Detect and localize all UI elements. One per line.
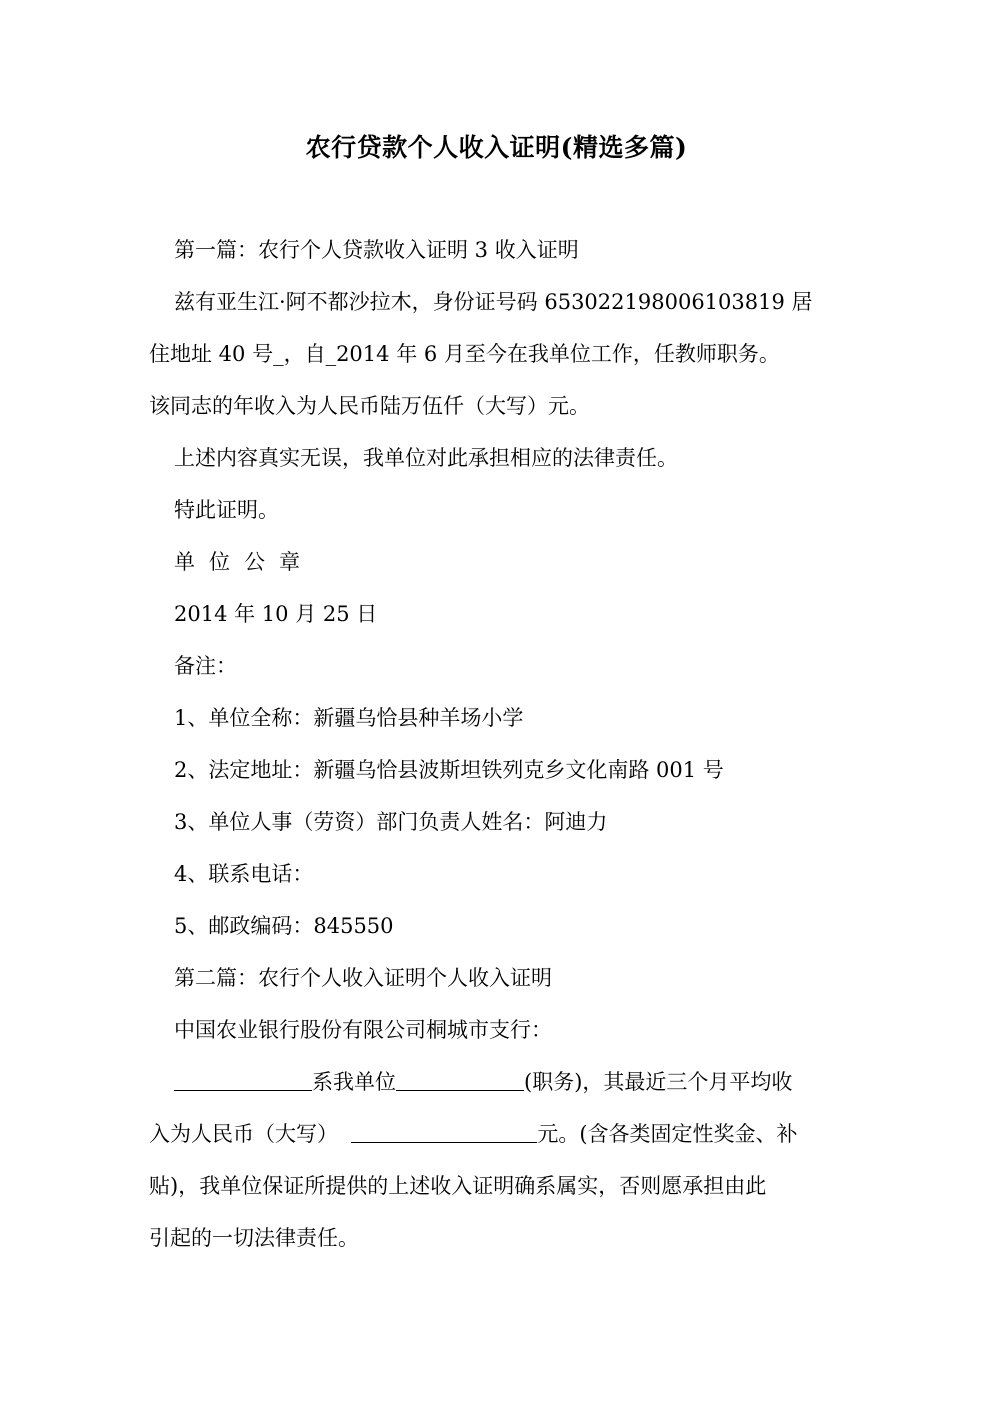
section2-line1-a: 系我单位 — [312, 1070, 396, 1094]
note-item: 5、邮政编码：845550 — [174, 914, 394, 938]
section2-line4: 引起的一切法律责任。 — [149, 1226, 359, 1250]
section1-heading: 第一篇：农行个人贷款收入证明 3 收入证明 — [174, 238, 579, 262]
note-item: 3、单位人事（劳资）部门负责人姓名：阿迪力 — [174, 810, 608, 834]
section2-line2-b: 元。(含各类固定性奖金、补 — [537, 1122, 798, 1146]
document-title: 农行贷款个人收入证明(精选多篇) — [305, 133, 688, 162]
seal-label: 单位公章 — [174, 550, 314, 574]
section1-para1-line1: 兹有亚生江·阿不都沙拉木，身份证号码 653022198006103819 居 — [174, 290, 813, 314]
section2-heading: 第二篇：农行个人收入证明个人收入证明 — [174, 966, 552, 990]
section1-para1-line3: 该同志的年收入为人民币陆万伍仟（大写）元。 — [149, 394, 590, 418]
section2-line2-a: 入为人民币（大写） — [149, 1122, 338, 1146]
section2-line2 — [149, 1117, 798, 1151]
certificate-date: 2014 年 10 月 25 日 — [174, 602, 378, 626]
name-blank — [174, 1068, 312, 1091]
section2-line1 — [174, 1065, 792, 1099]
note-item: 1、单位全称：新疆乌恰县种羊场小学 — [174, 706, 524, 730]
section1-para1-line2: 住地址 40 号_，自_2014 年 6 月至今在我单位工作，任教师职务。 — [149, 342, 780, 366]
section2-line1-b: (职务)，其最近三个月平均收 — [524, 1070, 793, 1094]
amount-blank — [351, 1120, 537, 1143]
section1-para3: 特此证明。 — [174, 498, 279, 522]
note-item: 2、法定地址：新疆乌恰县波斯坦铁列克乡文化南路 001 号 — [174, 758, 724, 782]
note-item: 4、联系电话： — [174, 862, 314, 886]
section2-addressee: 中国农业银行股份有限公司桐城市支行： — [174, 1018, 552, 1042]
section1-para2: 上述内容真实无误，我单位对此承担相应的法律责任。 — [174, 446, 678, 470]
section2-line3: 贴)，我单位保证所提供的上述收入证明确系属实，否则愿承担由此 — [149, 1174, 767, 1198]
position-blank — [396, 1068, 524, 1091]
notes-label: 备注： — [174, 654, 237, 678]
